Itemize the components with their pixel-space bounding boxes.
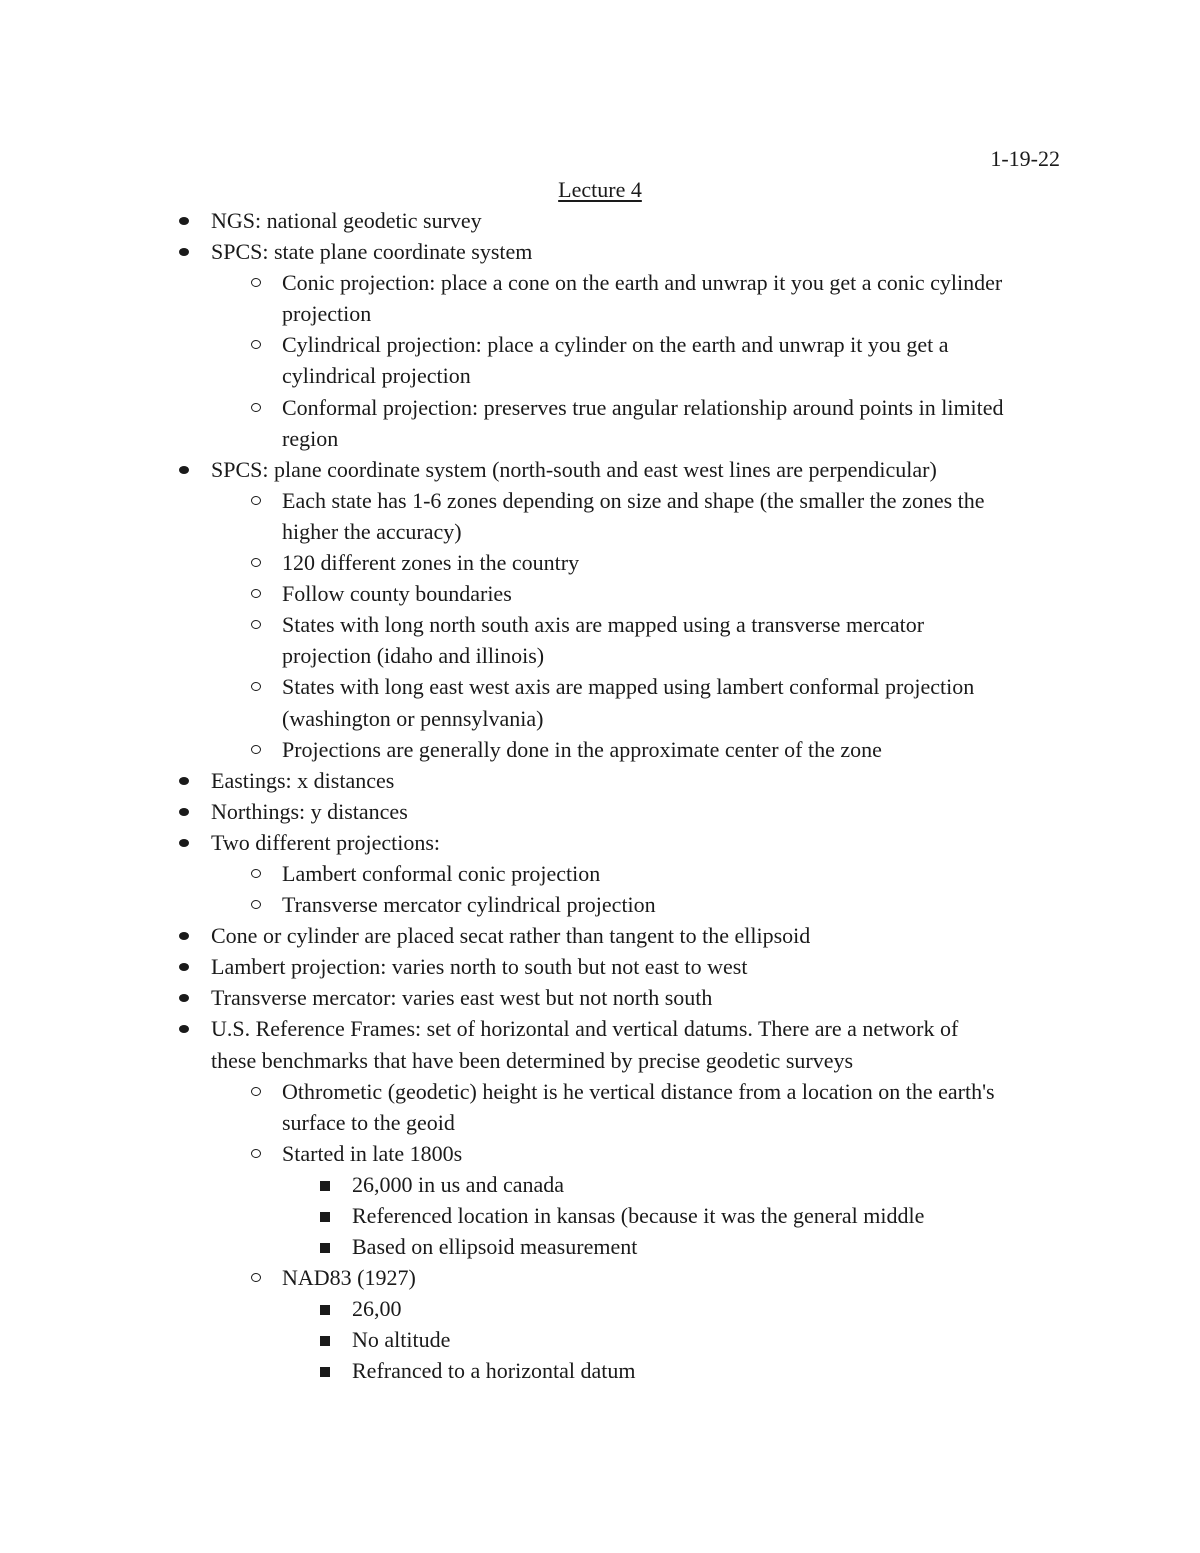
note-line: [0, 1045, 1200, 1076]
note-line: [0, 1231, 1200, 1262]
note-text: Based on ellipsoid measurement: [352, 1234, 638, 1260]
circle-bullet-icon: [249, 858, 265, 889]
note-text: surface to the geoid: [282, 1109, 455, 1135]
note-text: Each state has 1-6 zones depending on size and shape (the smaller the zones the: [282, 487, 985, 513]
note-line: [0, 765, 1200, 796]
note-text: Othrometic (geodetic) height is he vertical distance from a location on the earth's: [282, 1078, 995, 1104]
page-title: Lecture 4: [558, 177, 642, 202]
square-bullet-icon: [318, 1293, 334, 1324]
note-text: Referenced location in kansas (because it was the general middle: [352, 1203, 925, 1228]
square-bullet-icon: [318, 1231, 334, 1262]
disc-bullet-icon: [177, 765, 193, 796]
note-line: [0, 547, 1200, 578]
disc-bullet-icon: [177, 827, 193, 858]
circle-bullet-icon: [249, 267, 265, 298]
disc-bullet-icon: [177, 454, 193, 485]
note-line: [0, 298, 1200, 329]
circle-bullet-icon: [249, 1262, 265, 1293]
note-line: [0, 392, 1200, 423]
circle-bullet-icon: [249, 392, 265, 423]
note-text: NAD83 (1927): [282, 1265, 416, 1291]
note-line: [0, 858, 1200, 889]
note-line: [0, 796, 1200, 827]
note-text: 26,000 in us and canada: [352, 1171, 564, 1197]
note-text: Lambert projection: varies north to south but not east to west: [211, 954, 748, 980]
note-line: [0, 423, 1200, 454]
note-text: Two different projections:: [211, 829, 440, 855]
note-text: 26,00: [352, 1296, 402, 1322]
note-line: [0, 1324, 1200, 1355]
note-line: [0, 1200, 1200, 1231]
note-line: [0, 1262, 1200, 1293]
note-line: [0, 671, 1200, 702]
note-line: [0, 889, 1200, 920]
circle-bullet-icon: [249, 547, 265, 578]
note-line: [0, 982, 1200, 1013]
circle-bullet-icon: [249, 609, 265, 640]
note-line: [0, 1107, 1200, 1138]
note-text: Transverse mercator cylindrical projection: [282, 892, 656, 918]
note-text: Cylindrical projection: place a cylinder on the earth and unwrap it you get a: [282, 332, 949, 358]
circle-bullet-icon: [249, 485, 265, 516]
note-line: [0, 1355, 1200, 1386]
note-text: these benchmarks that have been determined by precise geodetic surveys: [211, 1047, 854, 1073]
note-text: cylindrical projection: [282, 363, 471, 389]
note-line: [0, 703, 1200, 734]
circle-bullet-icon: [249, 578, 265, 609]
note-text: States with long north south axis are mapped using a transverse mercator: [282, 612, 925, 638]
note-text: Projections are generally done in the approximate center of the zone: [282, 736, 882, 762]
lecture-date: 1-19-22: [990, 146, 1060, 171]
note-text: Started in late 1800s: [282, 1140, 463, 1166]
circle-bullet-icon: [249, 1138, 265, 1169]
square-bullet-icon: [318, 1355, 334, 1386]
note-line: [0, 1138, 1200, 1169]
note-text: States with long east west axis are mapped using lambert conformal projection: [282, 674, 975, 700]
note-text: Refranced to a horizontal datum: [352, 1358, 636, 1384]
note-text: Eastings: x distances: [211, 767, 395, 793]
note-line: [0, 329, 1200, 360]
disc-bullet-icon: [177, 982, 193, 1013]
circle-bullet-icon: [249, 734, 265, 765]
circle-bullet-icon: [249, 889, 265, 920]
note-text: projection: [282, 301, 372, 327]
disc-bullet-icon: [177, 1013, 193, 1044]
note-text: Conic projection: place a cone on the earth and unwrap it you get a conic cylinder: [282, 270, 1003, 296]
note-text: region: [282, 425, 339, 451]
note-text: Cone or cylinder are placed secat rather than tangent to the ellipsoid: [211, 923, 811, 949]
note-line: [0, 454, 1200, 485]
note-line: [0, 1293, 1200, 1324]
square-bullet-icon: [318, 1324, 334, 1355]
note-text: (washington or pennsylvania): [282, 705, 544, 731]
note-line: [0, 640, 1200, 671]
note-text: SPCS: state plane coordinate system: [211, 239, 533, 265]
note-line: [0, 1169, 1200, 1200]
note-text: Conformal projection: preserves true angular relationship around points in limited: [282, 394, 1004, 420]
note-text: Transverse mercator: varies east west but not north south: [211, 985, 713, 1011]
circle-bullet-icon: [249, 329, 265, 360]
note-line: [0, 267, 1200, 298]
note-text: No altitude: [352, 1327, 451, 1353]
disc-bullet-icon: [177, 236, 193, 267]
note-line: [0, 1013, 1200, 1044]
notes-list: [0, 205, 1200, 1387]
note-line: [0, 485, 1200, 516]
disc-bullet-icon: [177, 951, 193, 982]
note-text: SPCS: plane coordinate system (north-south and east west lines are perpendicular): [211, 456, 937, 482]
note-text: Follow county boundaries: [282, 581, 512, 607]
note-line: [0, 951, 1200, 982]
note-line: [0, 827, 1200, 858]
square-bullet-icon: [318, 1200, 334, 1231]
circle-bullet-icon: [249, 671, 265, 702]
note-text: Lambert conformal conic projection: [282, 860, 601, 886]
note-line: [0, 920, 1200, 951]
note-line: [0, 578, 1200, 609]
note-line: [0, 360, 1200, 391]
note-text: 120 different zones in the country: [282, 550, 580, 576]
note-text: U.S. Reference Frames: set of horizontal and vertical datums. There are a network of: [211, 1016, 959, 1042]
square-bullet-icon: [318, 1169, 334, 1200]
disc-bullet-icon: [177, 796, 193, 827]
note-line: [0, 734, 1200, 765]
disc-bullet-icon: [177, 920, 193, 951]
circle-bullet-icon: [249, 1076, 265, 1107]
disc-bullet-icon: [177, 205, 193, 236]
note-text: Northings: y distances: [211, 798, 408, 824]
note-line: [0, 1076, 1200, 1107]
note-line: [0, 516, 1200, 547]
note-text: higher the accuracy): [282, 518, 462, 544]
note-text: projection (idaho and illinois): [282, 643, 545, 669]
note-line: [0, 236, 1200, 267]
note-line: [0, 205, 1200, 236]
note-line: [0, 609, 1200, 640]
note-text: NGS: national geodetic survey: [211, 208, 482, 233]
